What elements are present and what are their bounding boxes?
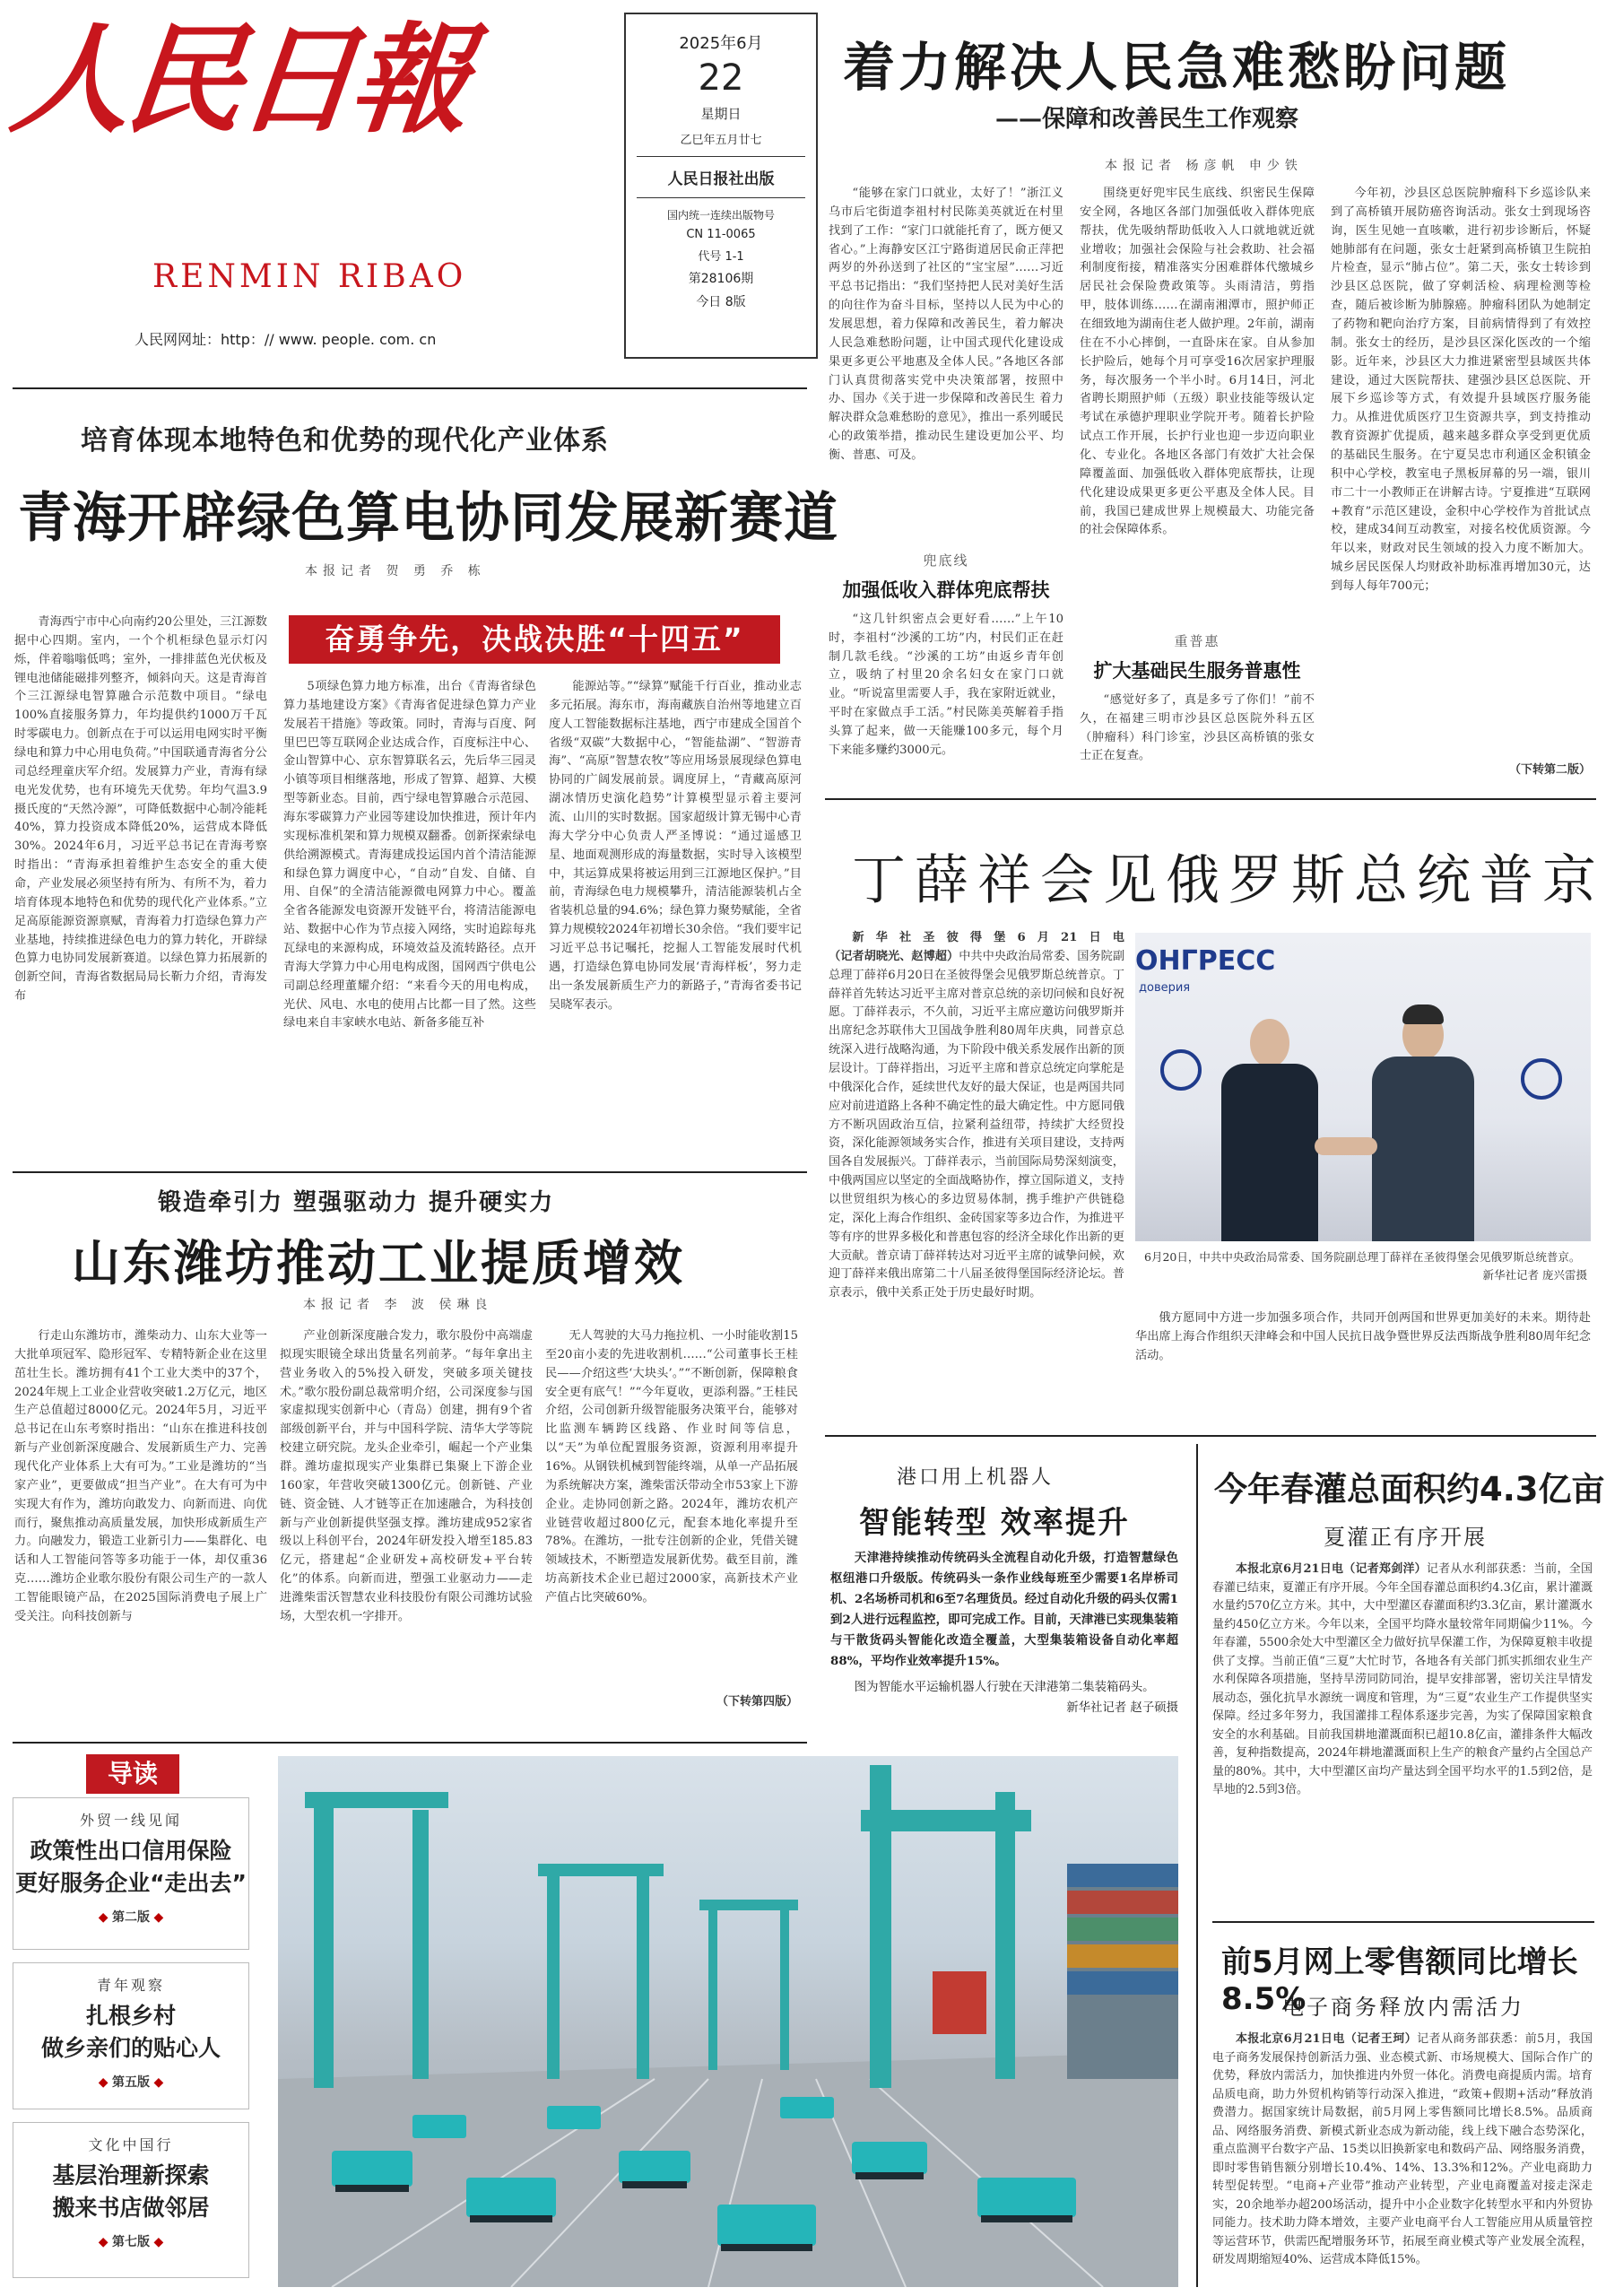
daodu-item-category: 青年观察: [96, 1977, 165, 1994]
page-count: 今日 8版: [696, 295, 746, 309]
code-number: 代号 1-1: [698, 250, 744, 264]
person-right-hair: [1402, 1004, 1444, 1024]
spring-reporter: （记者郑剑洋）: [1343, 1562, 1427, 1576]
spring-text-col: [1212, 1561, 1593, 1914]
putin-photo: [1135, 933, 1591, 1241]
putin-dateline: 新华社圣彼得堡6月21日电: [852, 931, 1124, 944]
shandong-kicker: 锻造牵引力 塑强驱动力 提升硬实力: [158, 1189, 555, 1216]
port-text-block: [830, 1548, 1178, 1718]
forum-logo: [1521, 1058, 1562, 1100]
daodu-item-category: 外贸一线见闻: [79, 1812, 182, 1829]
port-title: 智能转型 效率提升: [859, 1505, 1130, 1541]
divider: [1212, 1921, 1594, 1923]
lead-subtitle: ——保障和改善民生工作观察: [995, 106, 1299, 133]
daodu-item-title-1: 扎根乡村: [85, 2003, 176, 2029]
qinghai-title: 青海开辟绿色算电协同发展新赛道: [18, 487, 838, 550]
divider: [13, 387, 807, 389]
issue-number: 第28106期: [688, 272, 754, 286]
qinghai-text-2: 5项绿色算力地方标准，出台《青海省绿色算力基地建设方案》《青海省促进绿色算力产业发展若干措施》等政策。同时，青海与百度、阿里巴巴等互联网企业达成合作，百度标注中心、金山智算中心、京东智算联名云，先后华三园灵小镇等项目相继落地，形成了智算、超算、大模型等新业态。目前，西宁绿电智算融合示范园、海东零碳算力产业园等建设加快推进，预计年内实现标准机架和算力规模双翻番。创新探索绿电供给溯源模式。青海建成投运国内首个清洁能源和绿色算力调度中心，“自动”自发、自储、自用、自保”的全清洁能源微电网算力中心。覆盖全省各能源发电资源开发链平台，将清洁能源电站、数据中心作为节点接入网络，实时追踪每兆瓦绿电的来源构成，环境效益及流转路径。点开青海大学算力中心用电构成图，国网西宁供电公司副总经理董耀介绍：“来看今天的用电构成，光伏、风电、水电的使用占比都一目了然。这些绿电来自丰家峡水电站、新备多能互补: [283, 680, 536, 1031]
person-left-suit: [1221, 1064, 1318, 1241]
qinghai-banner: 奋勇争先，决战决胜“十四五”: [289, 615, 780, 664]
port-lead: 天津港持续推动传统码头全流程自动化升级，打造智慧绿色枢纽港口升级版。传统码头一条作业线每班至少需要1名岸桥司机、2名场桥司机和6至7名理货员。经过自动化升级的码头仅需1到2人进行远程监控，即可完成工作。目前，天津港已实现集装箱与干散货码头智能化改造全覆盖，大型集装箱设备自动化率超88%，平均作业效率提升15%。: [830, 1551, 1178, 1669]
lead-sub1-title: 加强低收入群体兜底帮扶: [842, 578, 1050, 601]
date-lunar: 乙巳年五月廿七: [680, 134, 762, 147]
daodu-item-title-2: 更好服务企业“走出去”: [15, 1870, 247, 1897]
putin-text-2-col: [1135, 1309, 1591, 1366]
publisher: 人民日报社出版: [667, 170, 775, 188]
divider: [13, 1742, 807, 1744]
putin-caption: 6月20日，中共中央政治局常委、国务院副总理丁薛祥在圣彼得堡会见俄罗斯总统普京。: [1144, 1250, 1581, 1264]
qinghai-col-1: [14, 613, 267, 1162]
putin-text-1: 中共中央政治局常委、国务院副总理丁薛祥6月20日在圣彼得堡会见俄罗斯总统普京。丁薛祥首先转达习近平主席对普京总统的亲切问候和良好祝愿。丁薛祥表示，不久前，习近平主席应邀访问俄罗斯并出席纪念苏联伟大卫国战争胜利80周年庆典，同普京总统深入进行战略沟通，为下阶段中俄关系发展作出新的顶层设计。丁薛祥指出，习近平主席和普京总统定向掌舵是中俄深化合作，延续世代友好的最大保证，也是两国共同应对前进道路上各种不确定性的最大确定性。中方愿同俄方不断巩固政治互信，拉紧利益纽带，持续扩大经贸投资，深化能源领域务实合作，推进有关项目建设，支持两国各自发展振兴。丁薛祥表示，当前国际局势深刻演变，中俄两国应以坚定的全面战略协作，撑立国际道义，支持以世贸组织为核心的多边贸易体制，携手维护产供链稳定，深化上海合作组织、金砖国家等多边合作，为推进平等有序的世界多极化和普惠包容的经济全球化作出新的更大贡献。普京请丁薛祥转达对习近平主席的诚挚问候，欢迎丁薛祥来俄出席第二十八届圣彼得堡国际经济论坛。普京表示，俄中关系正处于历史最好时期。: [829, 949, 1124, 1300]
daodu-item-page: ◆ 第七版 ◆: [98, 2234, 164, 2249]
retail-reporter: （记者王珂）: [1344, 2032, 1418, 2046]
divider: [13, 1171, 807, 1173]
daodu-item-page: ◆ 第五版 ◆: [98, 2074, 164, 2090]
spring-subtitle: 夏灌正有序开展: [1324, 1525, 1487, 1550]
masthead-pinyin: RENMIN RIBAO: [152, 258, 467, 295]
daodu-item[interactable]: [13, 2122, 249, 2278]
cn-number: CN 11-0065: [686, 228, 756, 241]
lead-text-1b: “这几针织密点会更好看……”上午10时，李祖村“沙溪的工坊”内，村民们正在赶制几款毛线。“沙溪的工坊”由返乡青年创立，吸纳了村里20余名妇女在家门口就业。“听说富里需要人手，我在家附近就业，平时在家做点手工活。”村民陈美英解着手指头算了起来，做一天能赚100多元，每个月下来能多赚约3000元。: [829, 612, 1063, 757]
port-caption: [830, 1677, 1178, 1716]
handshake: [1315, 1137, 1377, 1155]
putin-photographer: 新华社记者 庞兴雷摄: [1482, 1268, 1587, 1282]
daodu-item-title-2: 做乡亲们的贴心人: [40, 2035, 221, 2062]
daodu-item-category: 文化中国行: [88, 2136, 174, 2153]
spring-title: 今年春灌总面积约4.3亿亩: [1214, 1470, 1605, 1509]
serial-label: 国内统一连续出版物号: [666, 209, 775, 222]
daodu-item-title-2: 搬来书店做邻居: [52, 2195, 210, 2222]
qinghai-col-3: [549, 678, 802, 1162]
shandong-text-1: 行走山东潍坊市，潍柴动力、山东大业等一大批单项冠军、隐形冠军、专精特新企业在这里茁壮生长。潍坊拥有41个工业大类中的37个，2024年规上工业企业营收突破1.2万亿元，地区生产总值超过8000亿元。2024年5月，习近平总书记在山东考察时指出：“山东在推进科技创新与产业创新深度融合、发展新质生产力、完善现代化产业体系上大有可为。”工业是潍坊的“当家产业”，更要做成“担当产业”。在大有可为中实现大有作为，潍坊向敢发力、向新而进、向优而行，聚焦推动高质量发展，加快形成新质生产力。向融发力，锻造工业新引力——集群化、电话和人工智能问答等多功能于一体，却仅重36克……潍坊企业歌尔股份有限公司生产的一款人工智能眼镜产品，在2025国际消费电子展上广受关注。向科技创新与: [14, 1329, 267, 1623]
retail-dateline: 本报北京6月21日电: [1236, 2032, 1345, 2046]
shandong-col-1: [14, 1327, 267, 1713]
putin-reporters: （记者胡晓光、赵博超）: [829, 949, 959, 963]
qinghai-text-1: 青海西宁市中心向南约20公里处，三江源数据中心四期。室内，一个个机柜绿色显示灯闪烁，伴着嗡嗡低鸣；室外，一排排蓝色光伏板及锂电池储能磁排列整齐，倾斜向天。这是青海首个三江源绿电智算融合示范数中项目。“绿电100%直接服务算力，年均提供约1000万千瓦时零碳电力。创新点在于可以运用电网实时平衡绿电和算力中心用电负荷。”中国联通青海省分公司总经理童庆军介绍。发展算力产业，青海有绿电光发优势，也有环境先天优势。年均气温3.9摄氏度的“天然冷源”，可降低数据中心制冷能耗40%，算力投资成本降低20%，运营成本降低30%。2024年6月，习近平总书记在青海考察时指出：“青海承担着维护生态安全的重大使命，产业发展必须坚持有所为、有所不为，着力培育体现本地特色和优势的现代化产业体系。”立足高原能源资源禀赋，青海着力打造绿色算力产业基地，持续推进绿色电力的算力转化，开辟绿色算力电协同发展新赛道。以绿色算力拓展新的创新空间，青海省数据局局长靳力介绍，青海发布: [14, 615, 267, 1004]
date-year-month: 2025年6月: [679, 34, 763, 53]
shandong-title: 山东潍坊推动工业提质增效: [72, 1235, 685, 1292]
lead-col-3: [1331, 185, 1591, 780]
putin-text-col: [829, 929, 1124, 1392]
lead-continue: （下转第二版）: [1508, 763, 1591, 777]
divider: [825, 798, 1596, 800]
date-block: [624, 13, 818, 359]
retail-subtitle: 电子商务释放内需活力: [1282, 1995, 1524, 2020]
shandong-col-3: [545, 1327, 798, 1712]
putin-title: 丁薛祥会见俄罗斯总统普京: [852, 849, 1605, 912]
masthead-logo: 人民日報: [4, 11, 473, 150]
putin-text-2: 俄方愿同中方进一步加强多项合作，共同开创两国和世界更加美好的未来。期待赴华出席上海合作组织天津峰会和中国人民抗日战争暨世界反法西斯战争胜利80周年纪念活动。: [1135, 1311, 1591, 1362]
masthead: [4, 9, 619, 377]
port-photographer: 新华社记者 赵子硕摄: [1066, 1701, 1178, 1716]
person-right-suit: [1372, 1057, 1474, 1241]
shandong-byline: 本报记者 李 波 侯琳良: [303, 1298, 493, 1312]
daodu-item-title-1: 基层治理新探索: [52, 2162, 210, 2188]
shandong-text-3: 无人驾驶的大马力拖拉机、一小时能收割15至20亩小麦的先进收割机……“公司董事长王桂民——介绍这些‘大块头’。”“不断创新，保障粮食安全更有底气！”“今年夏收，更添利器。”王桂民介绍，公司创新升级智能服务决策平台，能够对比监测车辆跨区线路、作业时间等信息，以“天”为单位配置服务资源，资源利用率提升16%。从钢铁机械到智能终端，从单一产品拓展为系统解决方案，潍柴雷沃带动全市53家上下游企业。走协同创新之路。2024年，潍坊农机产业链营收超过800亿元，配套本地化率提升至78%。在潍坊，一批专注创新的企业，凭借关键领域技术，不断塑造发展新优势。截至目前，潍坊高新技术企业已超过2000家，高新技术产业产值占比突破60%。: [545, 1329, 798, 1605]
person-left: [1250, 1019, 1289, 1067]
forum-logo: [1160, 1049, 1202, 1091]
spring-dateline: 本报北京6月21日电: [1236, 1562, 1344, 1576]
website-url: 人民网网址：http：// www. people. com. cn: [135, 331, 437, 348]
lead-text-3: 今年初，沙县区总医院肿瘤科下乡巡诊队来到了高桥镇开展防癌咨询活动。张女士到现场咨询，医生见她一直咳嗽，进行初步诊断后，怀疑她肺部有在问题，张女士赶紧到高桥镇卫生院拍片检查，显示“肺占位”。第二天，张女士转诊到沙县区总医院，做了穿刺活检、病理检测等检查，随后被诊断为肺腺癌。肿瘤科团队为她制定了药物和靶向治疗方案，目前病情得到了有效控制。张女士的经历，是沙县区深化医改的一个缩影。近年来，沙县区大力推进紧密型县域医共体建设，通过大医院帮扶、建强沙县区总医院、开展下乡巡诊等方式，有效提升县域医疗服务能力。从推进优质医疗卫生资源共享，到支持推动教育资源扩优提质，越来越多群众享受到更优质的基础民生服务。在宁夏吴忠市利通区金积镇金积中心学校，教室电子黑板屏幕的另一端，银川市二十一小教师正在讲解古诗。宁夏推进“互联网+教育”示范区建设，金积中心学校作为首批试点校，建成34间互动教室，对接名校优质资源。今年以来，财政对民生领域的投入力度不断加大。城乡居民医保人均财政补助标准再增加30元，达到每人每年700元；: [1331, 187, 1591, 594]
retail-text-col: [1212, 2031, 1593, 2285]
daodu-item[interactable]: [13, 1797, 249, 1950]
port-photo: [278, 1756, 1178, 2287]
port-caption-text: 图为智能水平运输机器人行驶在天津港第二集装箱码头。: [854, 1681, 1155, 1695]
daodu-item[interactable]: [13, 1962, 249, 2109]
lead-col-1: [829, 185, 1063, 790]
retail-title: 前5月网上零售额同比增长8.5%: [1221, 1944, 1578, 2017]
daodu-label: 导读: [86, 1754, 179, 1794]
qinghai-col-2: [283, 678, 536, 1162]
date-day: 22: [698, 57, 744, 99]
lead-title: 着力解决人民急难愁盼问题: [843, 37, 1511, 98]
port-kicker: 港口用上机器人: [897, 1466, 1055, 1489]
daodu-item-title-1: 政策性出口信用保险: [30, 1838, 232, 1864]
retail-text: 记者从商务部获悉：前5月，我国电子商务发展保持创新活力强、业态模式新、市场规模大、国际合作广的优势，释放内需活力，加快推进内外贸一体化。消费电商提质内需。培育品质电商，助力外贸机构销等行动深入推进，“政策+假期+活动”释放消费潜力。据国家统计局数据，前5月网上零售额同比增长8.5%。品质商品、网络服务消费、新模式新业态成为新动能，线上线下融合态势深化，重点监测平台数字产品、15类以旧换新家电和数码产品、网络服务消费，即时零售销售额分别增长10.4%、14%、13.3%和12%。产业电商助力转型促转型。“电商+产业带”推动产业转型，产业电商覆盖对接走深走实，20余地举办超200场活动，提升中小企业数字化转型水平和内外贸协同能力。技术助力降本增效，主要产业电商平台人工智能应用从质量管控等运营环节，供需匹配增服务环节，拓展至商业模式等产业发展全流程，研发周期缩短40%、运营成本降低15%。: [1212, 2032, 1593, 2267]
putin-caption-block: [1144, 1248, 1587, 1284]
lead-text-2b: “感觉好多了，真是多亏了你们！”前不久，在福建三明市沙县区总医院外科五区（肿瘤科）科门诊室，沙县区高桥镇的张女士正在复查。: [1080, 692, 1315, 763]
qinghai-text-3: 能源站等。”“绿算”赋能千行百业，推动业志多元拓展。海东市，海南藏族自治州等地建立百度人工智能数据标注基地，西宁市建成全国首个省级“双碳”大数据中心，“智能盐湖”、“智游青海”、“高原”智慧农牧”等应用场景展现绿色算电协同的广阔发展前景。调度屏上，“青藏高原河湖冰情历史演化趋势”计算模型显示着主要河流、山川的实时数据。国家超级计算无锡中心青海大学分中心负责人严圣博说：“通过遥感卫星、地面观测形成的海量数据，实时导入该模型中，其运算成果将被运用到三江源地区保护。”目前，青海绿色电力规模攀升，清洁能源装机占全省装机总量的94.6%；绿色算力聚势赋能，全省算力规模较2024年初增长30余倍。“我们要牢记习近平总书记嘱托，挖掘人工智能发展时代机遇，打造绿色算电协同发展‘青海样板’，努力走出一条发展新质生产力的新路子，”青海省委书记吴晓军表示。: [549, 680, 802, 1012]
spring-text: 记者从水利部获悉：当前，全国春灌已结束，夏灌正有序开展。今年全国春灌总面积约4.3亿亩，累计灌溉水量约570亿立方米。其中，大中型灌区春灌面积约3.3亿亩，累计灌溉水量约450亿立方米。今年以来，全国平均降水量较常年同期偏少11%。今年春灌，5500余处大中型灌区全力做好抗旱保灌工作，为保障夏粮丰收提供了支撑。当前正值“三夏”大忙时节，各地各有关部门抓实抓细农业生产水利保障各项措施，坚持旱涝同防同治，提早安排部署，密切关注旱情发展动态，强化抗旱水源统一调度和管理，为“三夏”农业生产工作提供坚实保障。经过多年努力，我国灌排工程体系逐步完善，为实了保障国家粮食安全的水利基础。目前我国耕地灌溉面积已超10.8亿亩，灌排条件大幅改善，复种指数提高，2024年耕地灌溉面积上生产的粮食产量约占全国总产量的80%。其中，大中型灌区亩均产量达到全国平均水平的1.5到2倍，是旱地的2.5到3倍。: [1212, 1562, 1593, 1797]
lead-byline: 本报记者 杨彦帆 申少铁: [1105, 159, 1303, 173]
shandong-continue: （下转第四版）: [716, 1695, 798, 1709]
lead-text-2: 围绕更好兜牢民生底线、织密民生保障安全网，各地区各部门加强低收入群体兜底帮扶，优先吸纳帮助低收入人口就地就近就业增收；加强社会保险与社会救助、社会福利制度衔接，精准落实分困难群体代缴城乡居民社会保险费政策等。头雨清洁，剪指甲，肢体训练……在湖南湘潭市，照护师正在细致地为湖南住老人做护理。2年前，湖南住在不小心摔倒，一直卧床在家。自从参加长护险后，她每个月可享受16次居家护理服务，每次服务一个半小时。6月14日，河北省聘长期照护师（五级）职业技能等级认定考试在承德护理职业学院开考。随着长护险试点工作开展，长护行业也迎一步迈向职业化、专业化。各地区各部门有效扩大社会保障覆盖面、加强低收入群体兜底帮扶，让现代化建设成果更多更公平惠及全体人民。目前，我国已建成世界上规模最大、功能完备的社会保障体系。: [1080, 187, 1315, 537]
photo-sign-text: ОНГРЕСС: [1135, 945, 1276, 977]
port-photo-art: [278, 1756, 1178, 2287]
date-weekday: 星期日: [700, 106, 742, 122]
shandong-col-2: [280, 1327, 533, 1713]
qinghai-byline: 本报记者 贺 勇 乔 栋: [305, 564, 486, 578]
lead-sub2-label: 重普惠: [1174, 633, 1220, 649]
lead-sub1-label: 兜底线: [923, 552, 969, 569]
shandong-text-2: 产业创新深度融合发力，歌尔股份中高端虚拟现实眼镜全球出货量名列前茅。“每年拿出主营业务收入的5%投入研发，突破多项关键技术。”歌尔股份副总裁常明介绍，公司深度参与国家虚拟现实创新中心（青岛）创建，拥有9个省部级创新平台，并与中国科学院、清华大学等院校建立研究院。龙头企业牵引，崛起一个产业集群。潍坊虚拟现实产业集群已集聚上下游企业160家，年营收突破1300亿元。创新链、产业链、资金链、人才链等正在加速融合，为科技创新与产业创新提供坚强支撑。潍坊建成952家省级以上科创平台，2024年研发投入增至185.83亿元，搭建起“企业研发+高校研发+平台转化”的体系。向新而进，塑强工业驱动力——走进潍柴雷沃智慧农业科技股份有限公司潍坊试验场，大型农机一字排开。: [280, 1329, 533, 1623]
lead-sub2-title: 扩大基础民生服务普惠性: [1093, 659, 1301, 682]
photo-sign-sub: доверия: [1139, 981, 1191, 995]
lead-text-1: “能够在家门口就业，太好了！”浙江义乌市后宅街道李祖村村民陈美英就近在村里找到了工作：“家门口就能托育了，既方便又省心。”上海静安区江宁路街道居民俞正萍把两岁的外孙送到了社区的“宝宝屋”……习近平总书记指出：“我们坚持把人民对美好生活的向往作为奋斗目标，坚持以人民为中心的发展思想，着力保障和改善民生，着力解决人民急难愁盼问题，让中国式现代化建设成果更多更公平地惠及全体人民。”各地区各部门认真贯彻落实党中央决策部署，按照中办、国办《关于进一步保障和改善民生 着力解决群众急难愁盼的意见》，推出一系列暖民心的政策举措，推动民生建设更加公平、均衡、普惠、可及。: [829, 187, 1063, 463]
lead-col-2: [1080, 185, 1315, 792]
daodu-item-page: ◆ 第二版 ◆: [98, 1909, 164, 1925]
qinghai-kicker: 培育体现本地特色和优势的现代化产业体系: [81, 425, 609, 457]
divider: [1196, 1444, 1198, 2287]
divider: [825, 1435, 1596, 1437]
